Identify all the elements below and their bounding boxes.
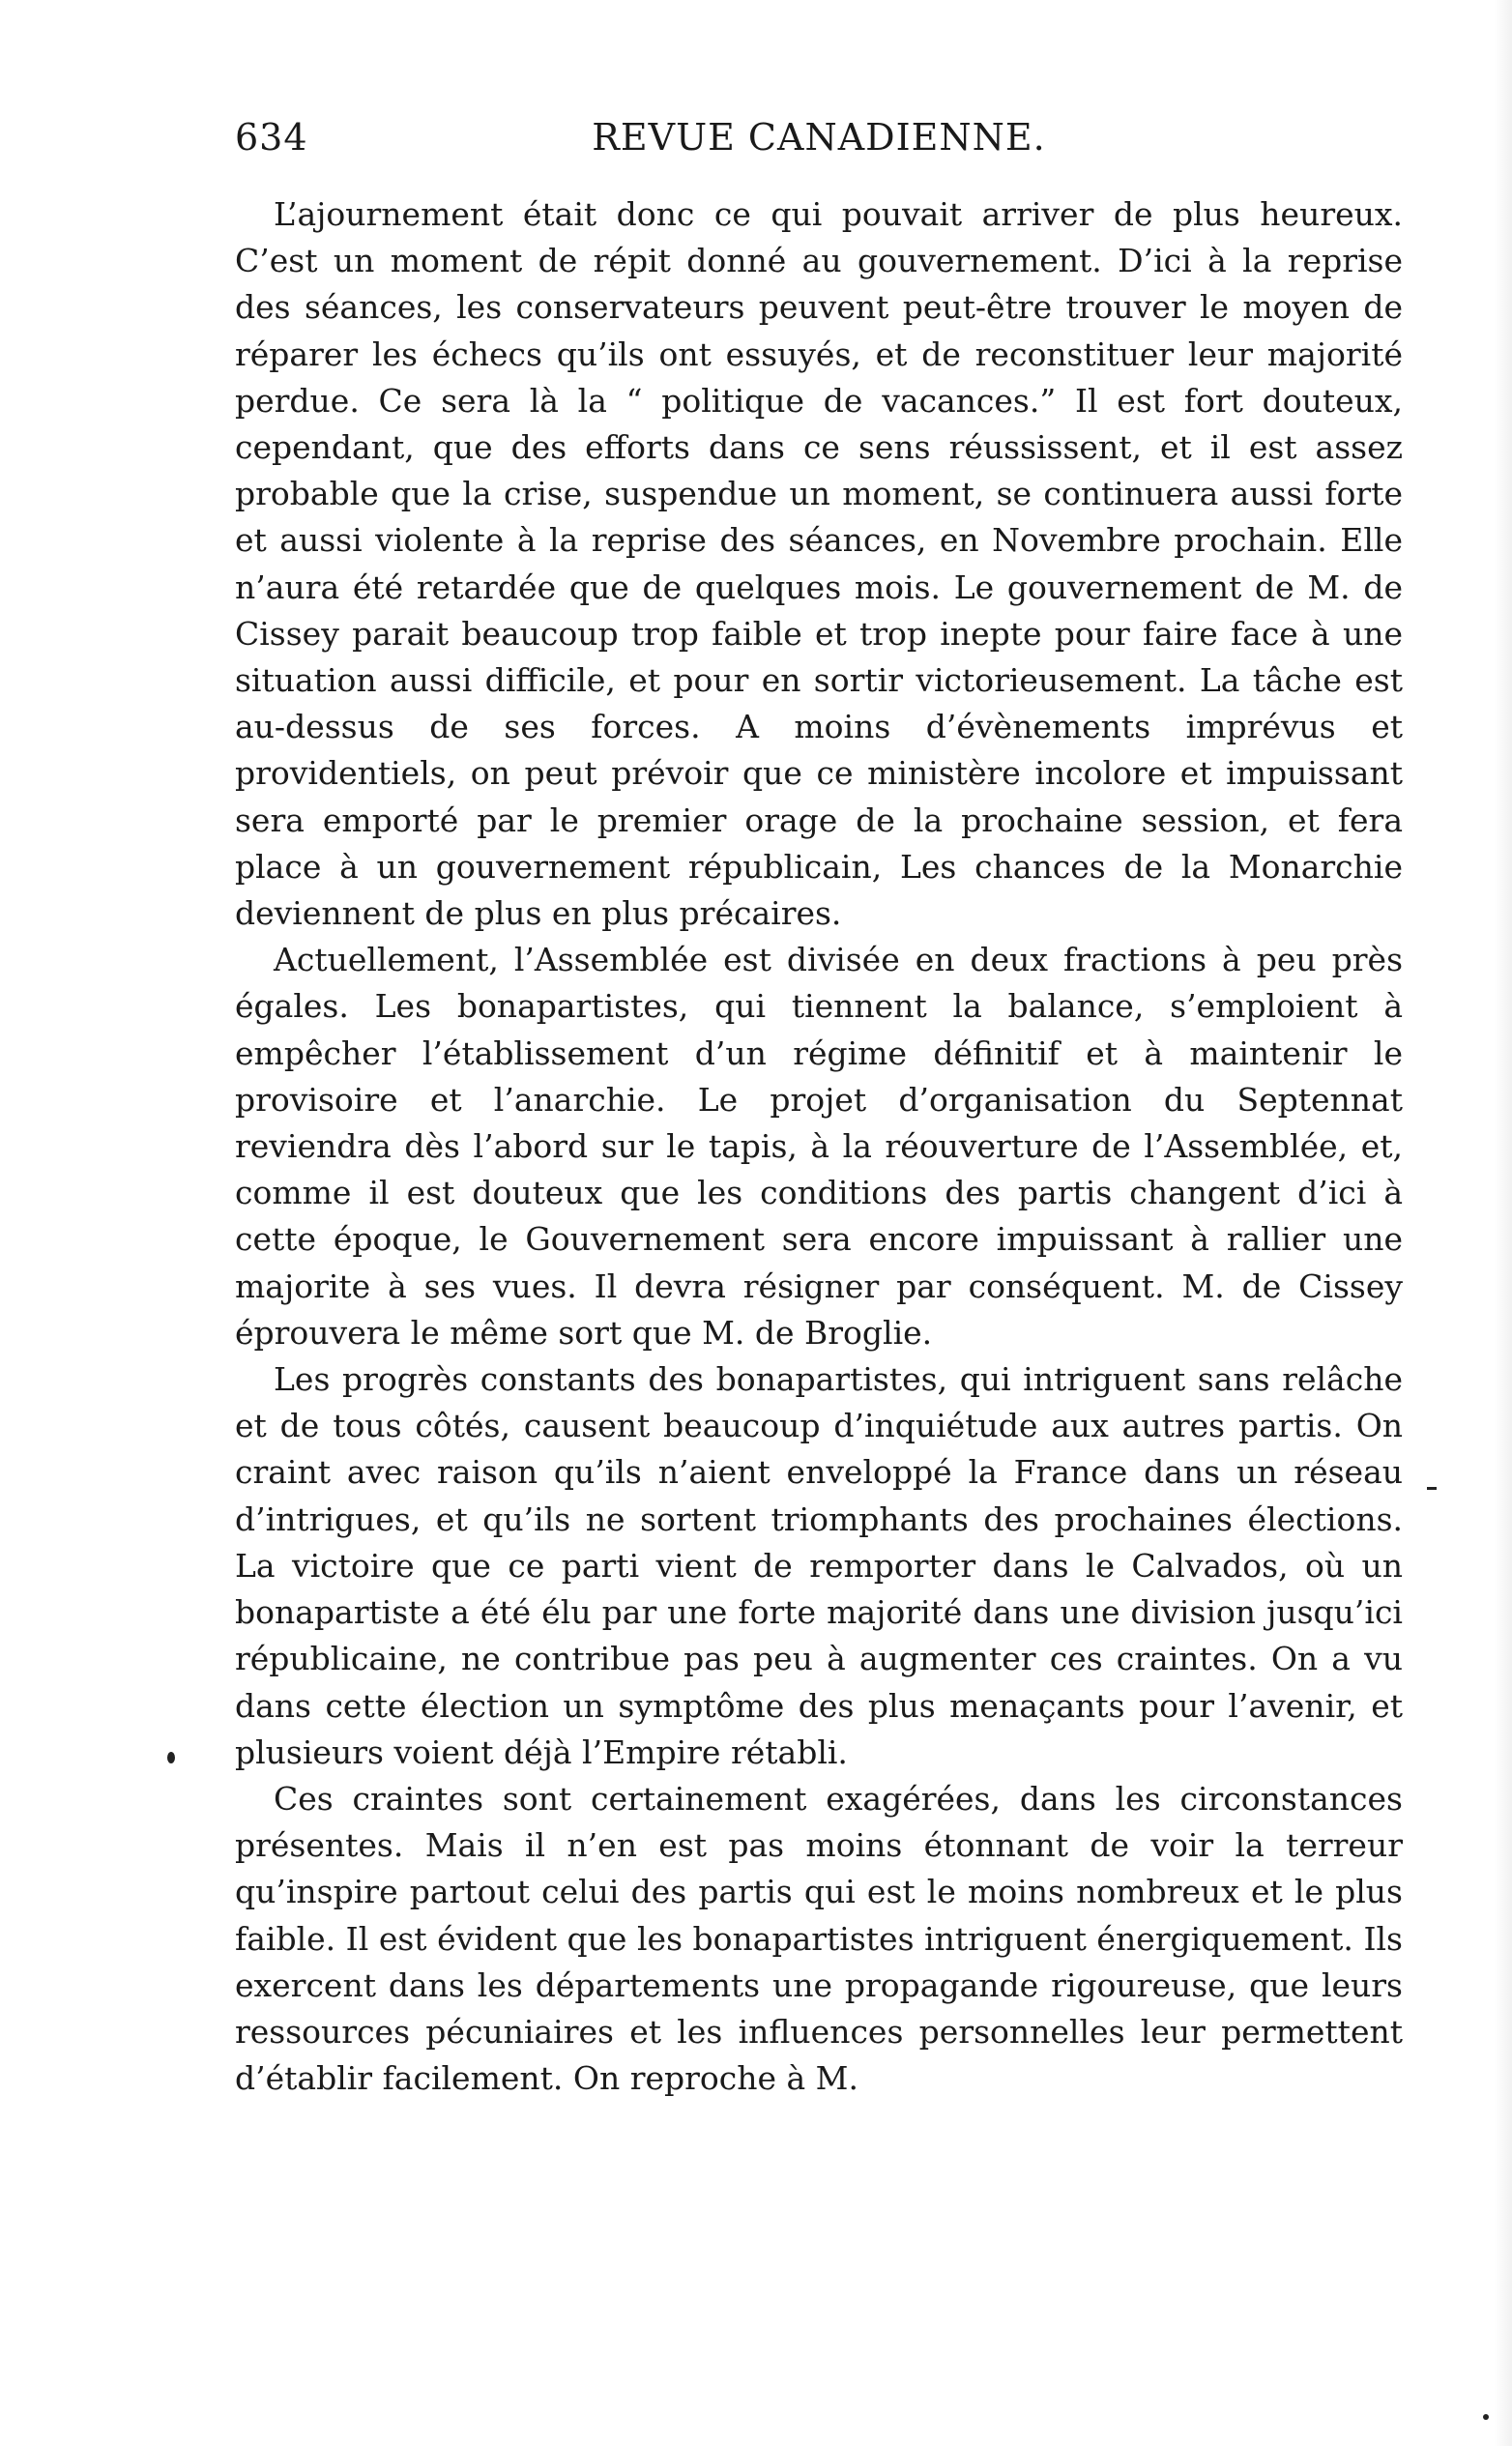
running-head	[235, 116, 1403, 174]
paragraph-bonapartists: Les progrès constants des bonapartistes, qui intriguent sans relâche et de tous côtés, causent beaucoup d’inquiétude aux autres partis. On craint avec raison qu’ils n’aient enveloppé la France dans un réseau d’intrigues, et qu’ils ne sortent triomphants des prochaines élections. La victoire que ce parti vient de remporter dans le Calvados, où un bonapartiste a été élu par une forte majorité dans une division jusqu’ici républicaine, ne contribue pas peu à augmenter ces craintes. On a vu dans cette élection un symptôme des plus menaçants pour l’avenir, et plusieurs voient déjà l’Empire rétabli.	[235, 1360, 1403, 1771]
ink-speck	[167, 1752, 175, 1763]
scan-edge	[1495, 0, 1512, 2446]
body-text	[235, 191, 1403, 2102]
ink-speck	[1427, 1487, 1437, 1490]
ink-speck	[1483, 2414, 1489, 2420]
page-number: 634	[235, 116, 308, 159]
paragraph-fears: Ces craintes sont certainement exagérées, dans les circonstances présentes. Mais il n’en est pas moins étonnant de voir la terreur qu’inspire partout celui des partis qui est le moins nombreux et le plus faible. Il est évident que les bonapartistes intriguent énergiquement. Ils exercent dans les départements une propagande rigoureuse, que leurs ressources pécuniaires et les influences personnelles leur permettent d’établir facilement. On reproche à M.	[235, 1779, 1403, 2098]
paragraph-adjournment: L’ajournement était donc ce qui pouvait arriver de plus heureux. C’est un moment de répit donné au gouvernement. D’ici à la reprise des séances, les conservateurs peuvent peut-être trouver le moyen de réparer les échecs qu’ils ont essuyés, et de reconstituer leur majorité perdue. Ce sera là la “ politique de vacances.” Il est fort douteux, cependant, que des efforts dans ce sens réussissent, et il est assez probable que la crise, suspendue un moment, se continuera aussi forte et aussi violente à la reprise des séances, en Novembre prochain. Elle n’aura été retardée que de quelques mois. Le gouvernement de M. de Cissey parait beaucoup trop faible et trop inepte pour faire face à une situation aussi difficile, et pour en sortir victorieusement. La tâche est au-dessus de ses forces. A moins d’évènements imprévus et providentiels, on peut prévoir que ce ministère incolore et impuissant sera emporté par le premier orage de la prochaine session, et fera place à un gouvernement républicain, Les chances de la Monarchie deviennent de plus en plus précaires.	[235, 195, 1403, 933]
book-page	[235, 116, 1403, 2102]
paragraph-assembly: Actuellement, l’Assemblée est divisée en deux fractions à peu près égales. Les bonapartistes, qui tiennent la balance, s’emploient à empêcher l’établissement d’un régime définitif et à maintenir le provisoire et l’anarchie. Le projet d’organisation du Septennat reviendra dès l’abord sur le tapis, à la réouverture de l’Assemblée, et, comme il est douteux que les conditions des partis changent d’ici à cette époque, le Gouvernement sera encore impuissant à rallier une majorite à ses vues. Il devra résigner par conséquent. M. de Cissey éprouvera le même sort que M. de Broglie.	[235, 941, 1403, 1352]
journal-title: REVUE CANADIENNE.	[592, 116, 1046, 159]
